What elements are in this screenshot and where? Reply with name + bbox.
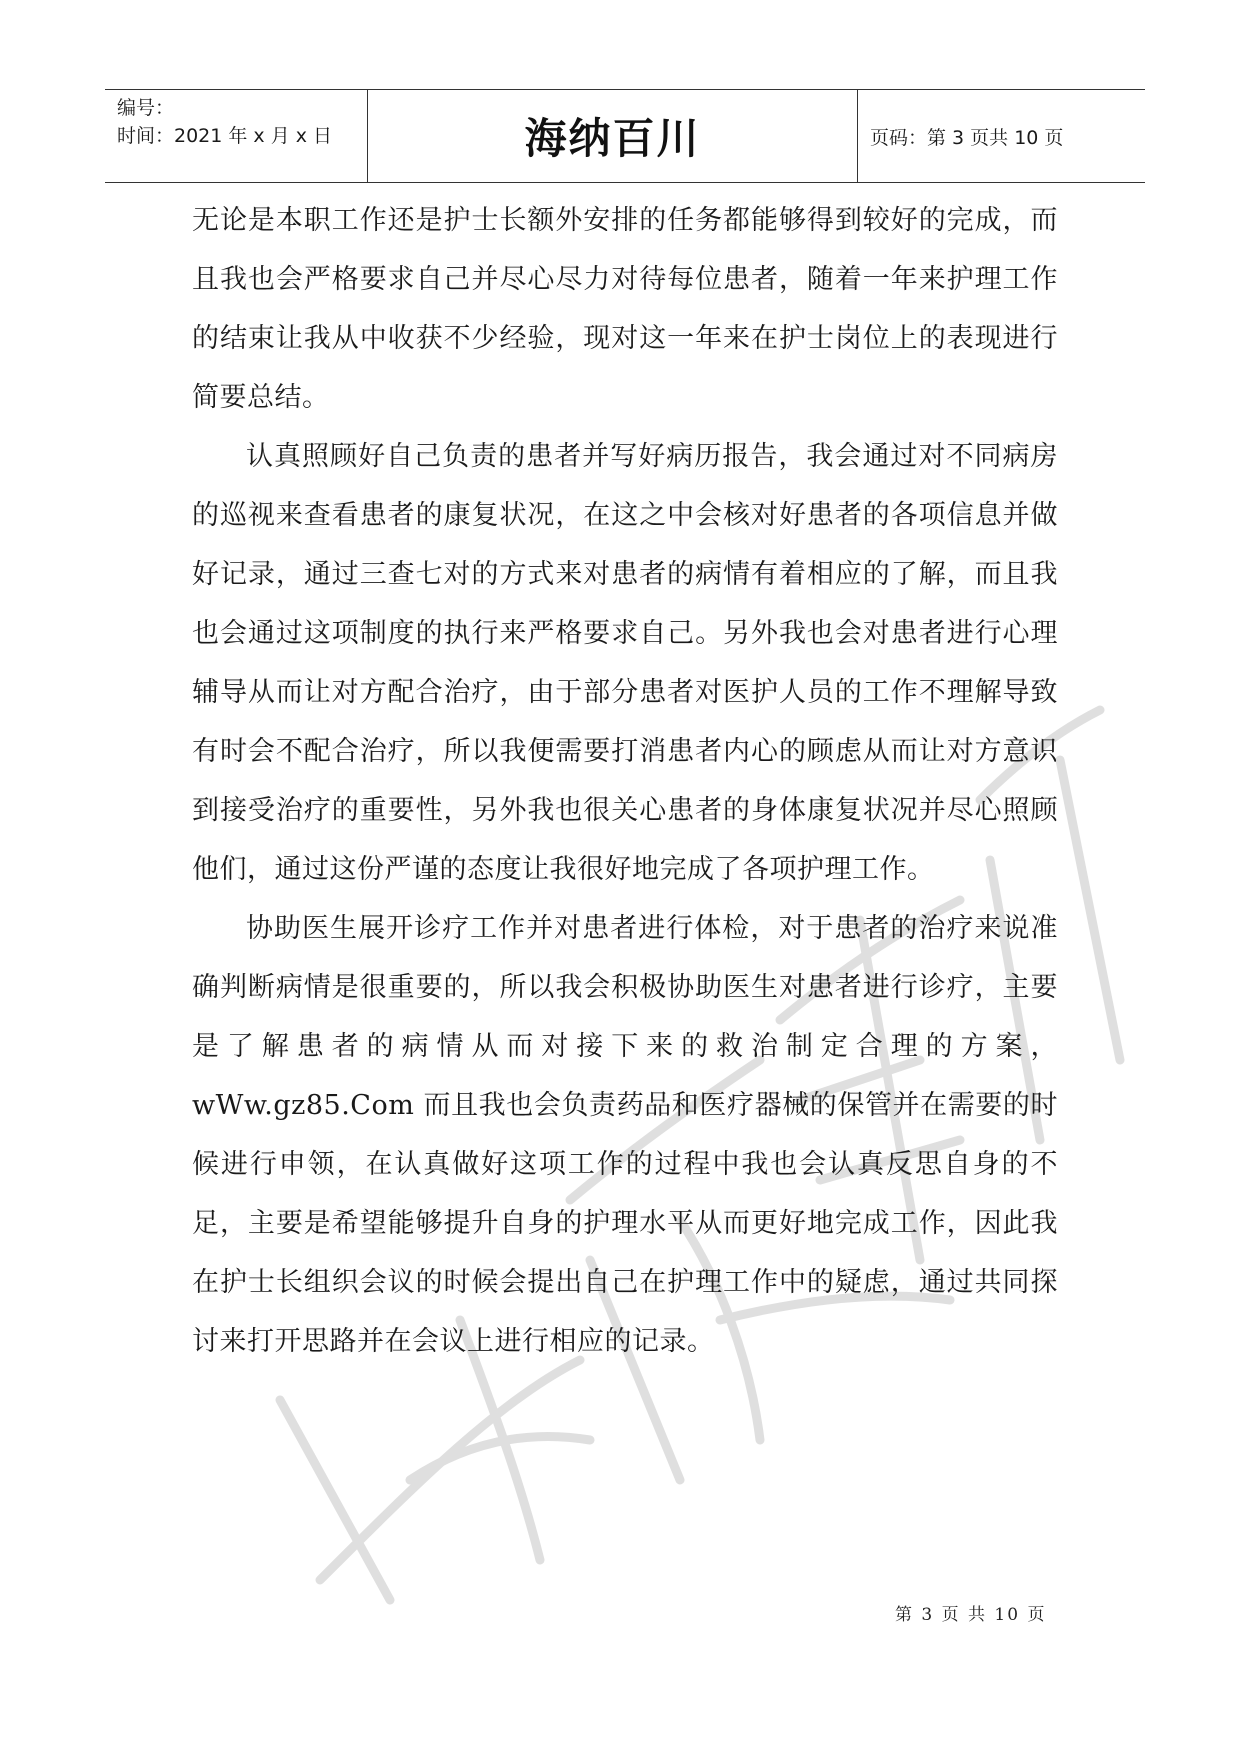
paragraph-1: 无论是本职工作还是护士长额外安排的任务都能够得到较好的完成，而且我也会严格要求自己并尽心尽力对待每位患者，随着一年来护理工作的结束让我从中收获不少经验，现对这一年来在护士岗位上的表现进行简要总结。 xyxy=(192,205,1058,413)
document-time-label: 时间：2021 年 x 月 x 日 xyxy=(117,125,333,147)
page-header xyxy=(105,89,1145,183)
logo-text: 海纳百川 xyxy=(524,114,701,163)
page-footer: 第 3 页 共 10 页 xyxy=(895,1605,1047,1625)
document-body xyxy=(192,191,1058,1371)
header-page-label: 页码：第 3 页共 10 页 xyxy=(870,126,1064,149)
document-number-label: 编号： xyxy=(117,97,175,119)
header-meta-cell xyxy=(105,90,368,182)
header-page-cell xyxy=(858,90,1145,182)
header-logo-cell xyxy=(368,90,858,182)
paragraph-2: 认真照顾好自己负责的患者并写好病历报告，我会通过对不同病房的巡视来查看患者的康复状况，在这之中会核对好患者的各项信息并做好记录，通过三查七对的方式来对患者的病情有着相应的了解，而且我也会通过这项制度的执行来严格要求自己。另外我也会对患者进行心理辅导从而让对方配合治疗，由于部分患者对医护人员的工作不理解导致有时会不配合治疗，所以我便需要打消患者内心的顾虑从而让对方意识到接受治疗的重要性，另外我也很关心患者的身体康复状况并尽心照顾他们，通过这份严谨的态度让我很好地完成了各项护理工作。 xyxy=(192,441,1058,885)
paragraph-3: 协助医生展开诊疗工作并对患者进行体检，对于患者的治疗来说准确判断病情是很重要的，所以我会积极协助医生对患者进行诊疗，主要是了解患者的病情从而对接下来的救治制定合理的方案，wWw.gz85.Com 而且我也会负责药品和医疗器械的保管并在需要的时候进行申领，在认真做好这项工作的过程中我也会认真反思自身的不足，主要是希望能够提升自身的护理水平从而更好地完成工作，因此我在护士长组织会议的时候会提出自己在护理工作中的疑虑，通过共同探讨来打开思路并在会议上进行相应的记录。 xyxy=(192,913,1058,1357)
